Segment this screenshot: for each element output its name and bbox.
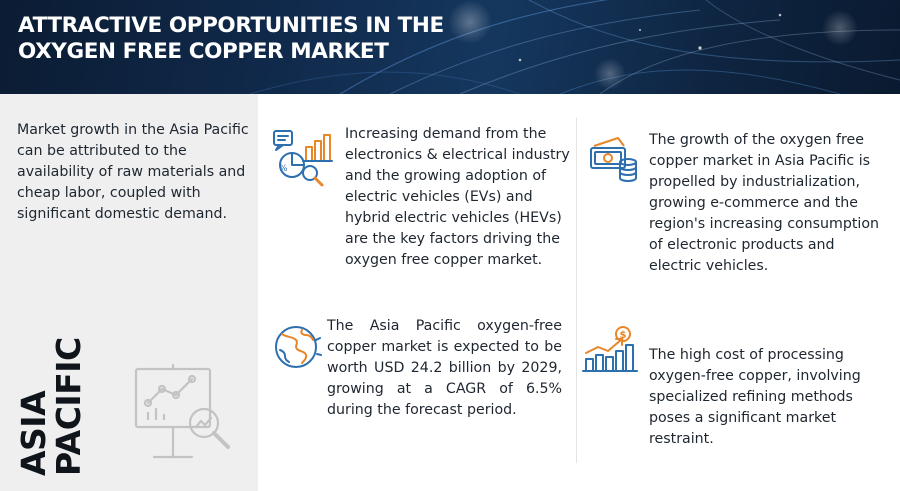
header-banner [0, 0, 900, 94]
forecast-text: The Asia Pacific oxygen-free copper market is expected to be worth USD 24.2 billion by 2029, growing at a CAGR of 6.5% during the forecast period. [327, 318, 562, 418]
rising-bar-chart-icon [582, 325, 638, 375]
page-title [18, 13, 444, 65]
svg-text:$: $ [619, 330, 627, 341]
summary-text: Market growth in the Asia Pacific can be attributed to the availability of raw materials and cheap labor, coupled with significant domestic demand. [17, 122, 249, 222]
svg-text:%: % [279, 164, 288, 174]
money-stack-icon [588, 136, 640, 186]
region-line-1: ASIA [14, 390, 53, 476]
region-label [16, 337, 86, 476]
globe-icon [272, 322, 322, 372]
column-divider [576, 118, 577, 463]
title-line-1: ATTRACTIVE OPPORTUNITIES IN THE [18, 13, 444, 38]
chart-analysis-icon [270, 127, 334, 189]
growth-text: The growth of the oxygen free copper market in Asia Pacific is propelled by industrialization, growing e-commerce and the region's increasing consumption of electronic products and electric vehicles. [649, 132, 880, 274]
drivers-text: Increasing demand from the electronics & electrical industry and the growing adoption of electric vehicles (EVs) and hybrid electric vehicles (HEVs) are the key factors driving the oxygen free copper market. [345, 126, 570, 268]
analytics-board-icon [130, 363, 234, 463]
restraint-text: The high cost of processing oxygen-free copper, involving specialized refining methods poses a significant market restraint. [649, 347, 861, 447]
title-line-2: OXYGEN FREE COPPER MARKET [18, 39, 389, 64]
region-line-2: PACIFIC [49, 337, 88, 476]
